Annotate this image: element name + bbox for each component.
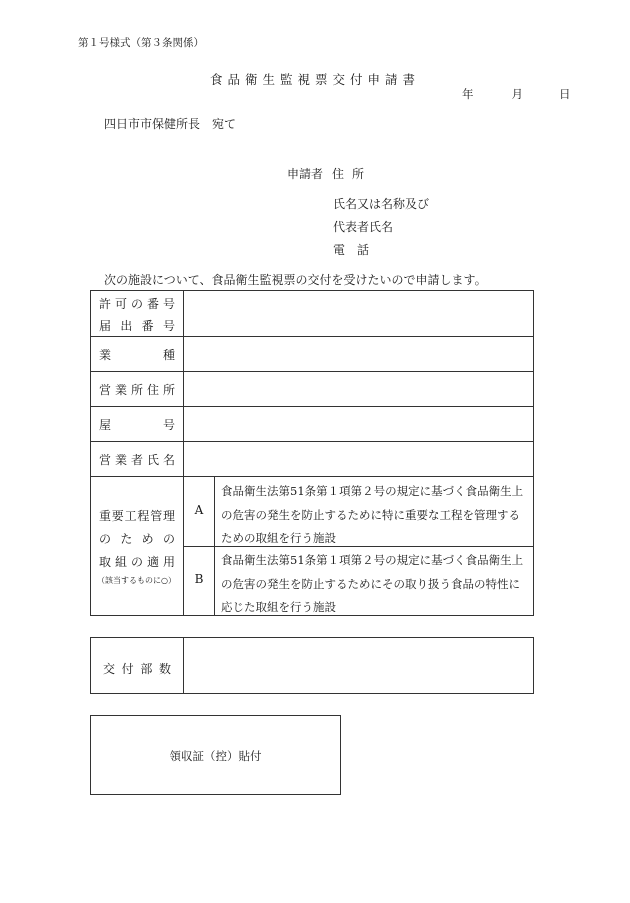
label-char: 工 — [124, 509, 137, 523]
option-divider — [184, 546, 533, 547]
label-char: 所 — [162, 383, 175, 397]
notification-number-label — [99, 317, 175, 334]
haccp-label-line2 — [99, 530, 175, 547]
label-char: 付 — [121, 662, 134, 676]
label-char: 業 — [99, 348, 112, 362]
label-char: 適 — [146, 555, 159, 569]
permit-row — [91, 291, 533, 337]
option-b-key: B — [184, 546, 215, 615]
label-char: の — [162, 532, 175, 546]
office-address-row — [91, 372, 533, 407]
facility-table — [90, 290, 534, 616]
form-number: 第１号様式（第３条関係） — [78, 37, 204, 49]
label-char: 号 — [162, 297, 175, 311]
date-month: 月 — [511, 87, 523, 101]
haccp-label-cell — [91, 477, 184, 615]
date-line — [462, 86, 571, 102]
label-char: 種 — [162, 348, 175, 362]
label-char: 業 — [114, 383, 127, 397]
label-char: 者 — [130, 453, 143, 467]
trade-name-label — [99, 416, 175, 433]
operator-name-row — [91, 442, 533, 477]
label-char: 用 — [162, 555, 175, 569]
business-type-label — [99, 346, 175, 363]
operator-name-label — [99, 451, 175, 468]
copies-label — [103, 660, 171, 677]
option-a-line: の危害の発生を防止するために特に重要な工程を管理する — [221, 507, 520, 522]
option-b-description — [215, 549, 533, 620]
label-char: 名 — [162, 453, 175, 467]
office-address-label — [99, 381, 175, 398]
label-char: 届 — [99, 319, 112, 333]
label-char: 出 — [120, 319, 133, 333]
label-char: の — [130, 297, 143, 311]
receipt-label: 領収証（控）貼付 — [169, 749, 262, 763]
document-title: 食品衛生監視票交付申請書 — [209, 72, 420, 87]
label-char: 程 — [137, 509, 150, 523]
option-b-line: 食品衛生法第51条第１項第２号の規定に基づく食品衛生上 — [221, 553, 524, 567]
label-char: 番 — [146, 297, 159, 311]
intro-text: 次の施設について、食品衛生監視票の交付を受けたいので申請します。 — [104, 273, 487, 287]
copies-table — [90, 637, 534, 694]
applicant-name-label-line2: 代表者氏名 — [333, 220, 394, 234]
haccp-label-line1 — [99, 507, 175, 524]
permit-number-label — [99, 295, 175, 312]
label-char: 要 — [111, 509, 124, 523]
permit-label-cell — [91, 291, 184, 336]
label-char: 号 — [162, 418, 175, 432]
label-char: 可 — [114, 297, 127, 311]
date-day: 日 — [559, 87, 571, 101]
label-char: 番 — [141, 319, 154, 333]
applicant-address-label: 住所 — [332, 167, 373, 181]
label-char: の — [99, 532, 112, 546]
option-a-line: 食品衛生法第51条第１項第２号の規定に基づく食品衛生上 — [221, 484, 524, 498]
option-b-line: の危害の発生を防止するためにその取り扱う食品の特性に — [221, 576, 520, 591]
date-year: 年 — [462, 87, 474, 101]
label-char: 重 — [99, 509, 112, 523]
haccp-note: （該当するものに○） — [97, 576, 176, 585]
label-char: 業 — [114, 453, 127, 467]
label-char: 氏 — [146, 453, 159, 467]
option-a-description — [215, 480, 533, 551]
trade-name-row — [91, 407, 533, 442]
option-a-line: ための取組を行う施設 — [221, 531, 336, 545]
label-char: 屋 — [99, 418, 112, 432]
label-char: 交 — [103, 662, 116, 676]
label-char: 管 — [150, 509, 163, 523]
haccp-row — [91, 477, 533, 615]
label-char: た — [120, 532, 133, 546]
addressee: 四日市市保健所長 宛て — [104, 117, 237, 131]
label-char: 号 — [162, 319, 175, 333]
option-a-key: A — [184, 477, 215, 546]
label-char: の — [130, 555, 143, 569]
label-char: 所 — [130, 383, 143, 397]
label-char: 営 — [99, 453, 112, 467]
label-char: 組 — [114, 555, 127, 569]
applicant-phone-label: 電話 — [333, 243, 382, 257]
business-type-row — [91, 337, 533, 372]
label-char: 数 — [158, 662, 171, 676]
receipt-box — [90, 715, 341, 795]
applicant-name-label-line1: 氏名又は名称及び — [333, 197, 430, 211]
label-char: 許 — [99, 297, 112, 311]
option-b-line: 応じた取組を行う施設 — [221, 600, 336, 614]
label-char: め — [141, 532, 154, 546]
label-char: 部 — [140, 662, 153, 676]
label-char: 住 — [146, 383, 159, 397]
applicant-label: 申請者 — [287, 167, 324, 181]
label-char: 取 — [99, 555, 112, 569]
copies-label-cell — [91, 638, 184, 693]
label-char: 営 — [99, 383, 112, 397]
haccp-label-line3 — [99, 553, 175, 570]
label-char: 理 — [162, 509, 175, 523]
